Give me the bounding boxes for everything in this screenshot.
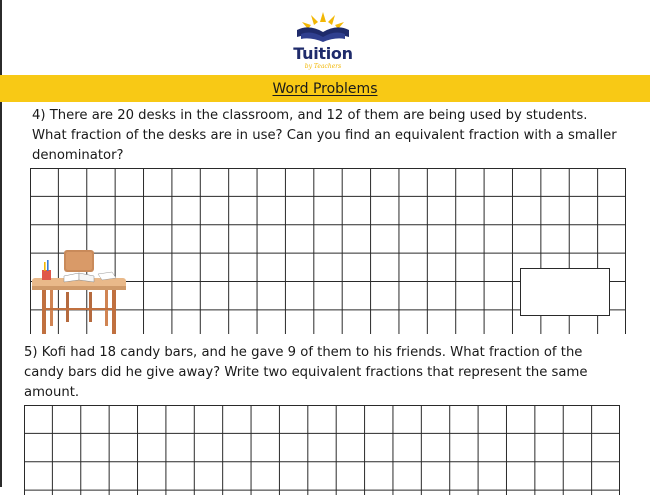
brand-logo — [287, 6, 359, 72]
brand-name: Tuition — [293, 44, 353, 63]
school-desk-illustration — [32, 248, 126, 334]
section-title: Word Problems — [272, 80, 378, 97]
question-5: 5) Kofi had 18 candy bars, and he gave 9 of them to his friends. What fraction of the candy bars did he give away? Write two equivalent fractions that represent the same amount. — [24, 345, 588, 400]
answer-box[interactable] — [520, 268, 610, 316]
page-left-border — [0, 0, 2, 487]
brand-tagline: by Teachers — [304, 63, 342, 70]
open-book-sunburst-icon — [287, 6, 359, 46]
answer-grid-question-5[interactable] — [24, 405, 620, 495]
question-4: 4) There are 20 desks in the classroom, and 12 of them are being used by students. What fraction of the desks are in use? Can you find an equivalent fraction with a smaller denominator? — [32, 108, 617, 163]
section-banner — [0, 75, 650, 102]
